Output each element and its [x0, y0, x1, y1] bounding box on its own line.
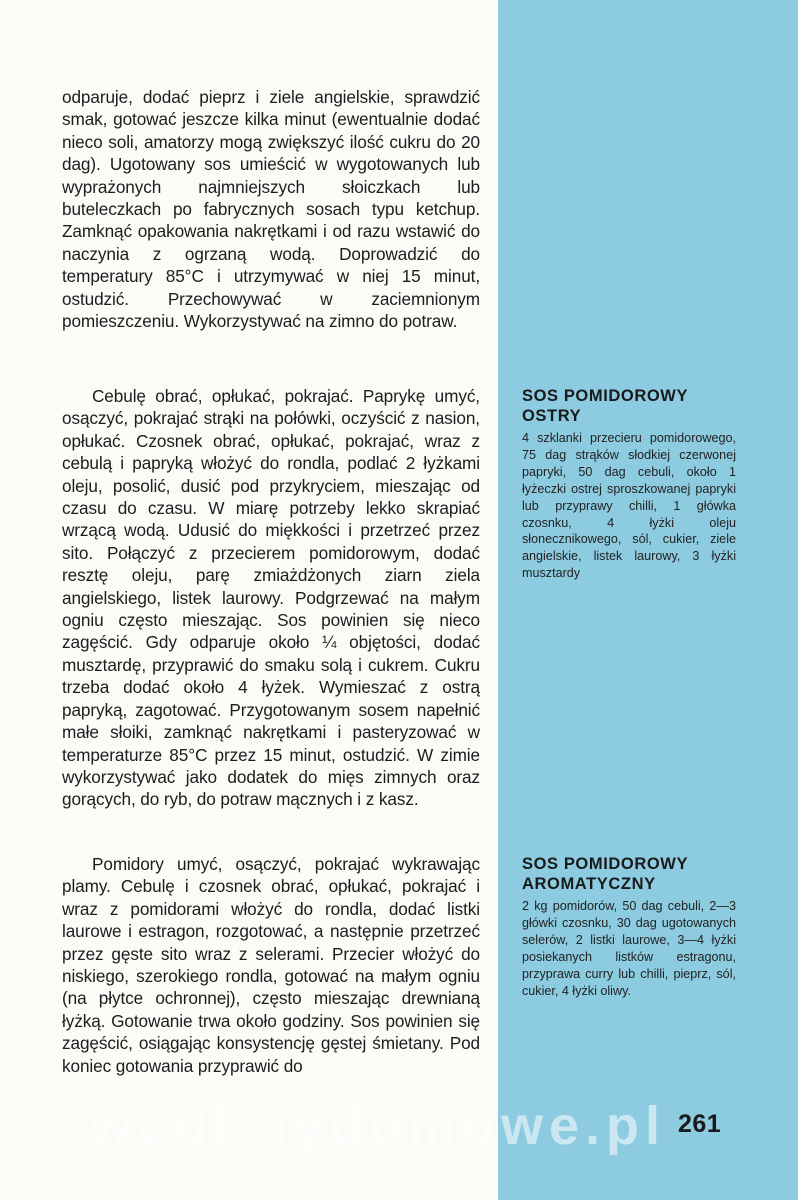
recipe-ingredients: 2 kg pomidorów, 50 dag cebuli, 2—3 główki czosnku, 30 dag ugotowanych selerów, 2 listki laurowe, 3—4 łyżki posiekanych listków estragonu, przyprawa curry lub chilli, pieprz, sól, cukier, 4 łyżki oliwy. — [522, 899, 736, 998]
watermark: wedlinydomowe.pl — [90, 1096, 667, 1156]
paragraph-sos-aromatyczny-method: Pomidory umyć, osączyć, pokrajać wykrawając plamy. Cebulę i czosnek obrać, opłukać, pokrajać i wraz z pomidorami włożyć do rondla, dodać listki laurowe i estragon, rozgotować, a następnie przetrzeć przez gęste sito wraz z selerami. Przecier włożyć do niskiego, szerokiego rondla, gotować na małym ogniu (na płytce ochronnej), często mieszając drewnianą łyżką. Gotowanie trwa około godziny. Sos powinien się zagęścić, osiągając konsystencję gęstej śmietany. Pod koniec gotowania przyprawić do — [62, 854, 480, 1076]
recipe-box-sos-ostry — [522, 386, 736, 582]
sidebar-recipe-panel — [498, 0, 798, 1200]
recipe-ingredients: 4 szklanki przecieru pomidorowego, 75 dag strąków słodkiej czerwonej papryki, 50 dag cebuli, około 1 łyżeczki ostrej sproszkowanej papryki lub przyprawy chilli, 1 główka czosnku, 4 łyżki oleju słonecznikowego, sól, cukier, ziele angielskie, listek laurowy, 3 łyżki musztardy — [522, 431, 736, 581]
paragraph-continuation: odparuje, dodać pieprz i ziele angielskie, sprawdzić smak, gotować jeszcze kilka minut (ewentualnie dodać nieco soli, amatorzy mogą zwiększyć ilość cukru do 20 dag). Ugotowany sos umieścić w wygotowanych lub wyprażonych najmniejszych słoiczkach lub buteleczkach po fabrycznych sosach typu ketchup. Zamknąć opakowania nakrętkami i od razu wstawić do naczynia z ogrzaną wodą. Doprowadzić do temperatury 85°C i utrzymywać w niej 15 minut, ostudzić. Przechowywać w zaciemnionym pomieszczeniu. Wykorzystywać na zimno do potraw. — [62, 87, 480, 332]
page-number: 261 — [678, 1110, 722, 1138]
paragraph-sos-ostry-method: Cebulę obrać, opłukać, pokrajać. Paprykę umyć, osączyć, pokrajać strąki na połówki, oczyścić z nasion, opłukać. Czosnek obrać, opłukać, pokrajać, wraz z cebulą i papryką włożyć do rondla, podlać 2 łyżkami oleju, posolić, dusić pod przykryciem, mieszając od czasu do czasu. W miarę potrzeby lekko skrapiać wrzącą wodą. Udusić do miękkości i przetrzeć przez sito. Połączyć z przecierem pomidorowym, dodać resztę oleju, parę zmiażdżonych ziarn ziela angielskiego, listek laurowy. Podgrzewać na małym ogniu często mieszając. Sos powinien się nieco zagęścić. Gdy odparuje około ¼ objętości, dodać musztardę, przyprawić do smaku solą i cukrem. Cukru trzeba dodać około 4 łyżek. Wymieszać z ostrą papryką, zagotować. Przygotowanym sosem napełnić małe słoiki, zamknąć nakrętkami i pasteryzować w temperaturze 85°C przez 15 minut, ostudzić. W zimie wykorzystywać jako dodatek do mięs zimnych oraz gorących, do ryb, do potraw mącznych i z kasz. — [62, 386, 480, 810]
recipe-box-sos-aromatyczny — [522, 854, 736, 999]
recipe-title: SOS POMIDOROWY OSTRY — [522, 387, 688, 425]
recipe-title: SOS POMIDOROWY AROMATYCZNY — [522, 855, 688, 893]
